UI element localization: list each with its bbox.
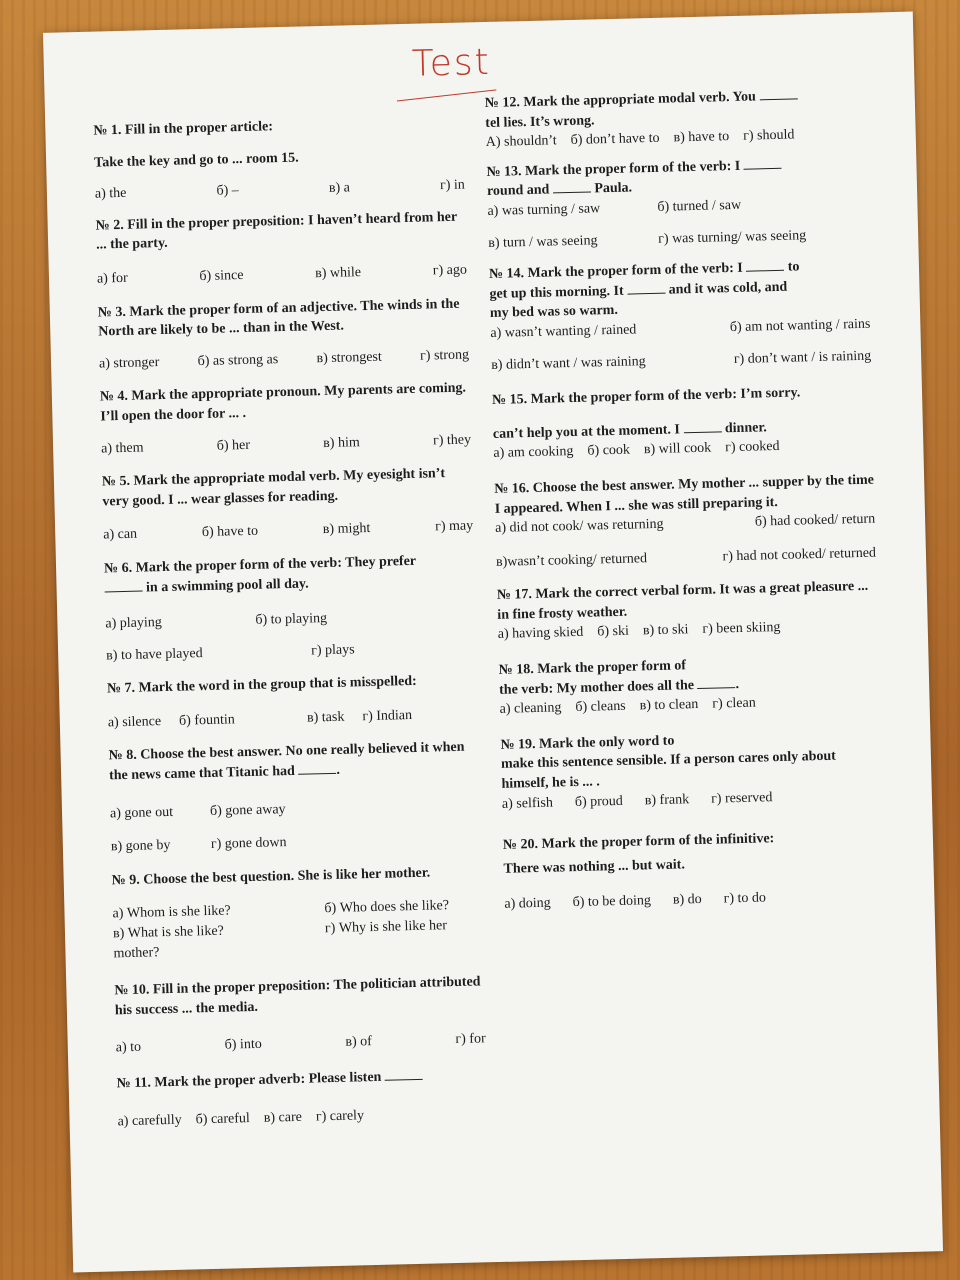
question-14 [489,256,872,375]
question-title-line3: my bed was so warm. [489,303,619,322]
option-d[interactable]: г) gone down [210,835,287,853]
question-18 [498,652,879,720]
question-10 [114,973,486,1059]
answer-blank[interactable] [759,86,797,100]
question-title: № 1. Fill in the proper article: [93,119,274,139]
answer-blank[interactable] [627,280,665,294]
question-title: № 9. Choose the best question. She is like her mother. [111,865,431,889]
question-title-cont: Paula. [594,180,633,197]
question-17 [497,577,878,645]
question-11 [116,1065,487,1131]
question-title-cont: to [787,259,800,275]
question-title-cont: get up this morning. It [489,283,624,302]
question-13 [486,154,868,254]
question-title [108,738,479,786]
option-d[interactable]: г) had not cooked/ returned [722,545,877,565]
option-a[interactable]: а) Whom is she like? [112,903,231,922]
option-d[interactable]: г) for [455,1031,486,1048]
option-b[interactable]: б) her [216,437,251,454]
option-d[interactable]: г) cooked [725,439,780,456]
option-d[interactable]: г) in [439,177,466,194]
option-a[interactable]: А) shouldn’t [485,133,557,151]
question-title-end: . [735,676,740,692]
options-row [97,260,467,289]
option-a[interactable]: а) doing [504,896,551,913]
option-d[interactable]: г) been skiing [702,620,781,638]
option-b[interactable]: б) ski [597,624,630,640]
option-d[interactable]: г) was turning/ was seeing [658,227,807,247]
question-title-line2: There was nothing ... but wait. [503,857,686,877]
question-title: № 20. Mark the proper form of the infinitive: [502,831,775,854]
question-5 [102,464,474,546]
question-title: № 16. Choose the best answer. My mother ... supper by the time I appeared. When I ... she was still preparing it. [494,472,875,517]
option-d[interactable]: г) they [432,432,472,448]
question-title: № 6. Mark the proper form of the verb: They prefer [103,553,417,577]
question-title-line2: make this sentence sensible. If a person cares only about himself, he is ... . [500,749,837,792]
option-c[interactable]: в) strongest [316,349,382,366]
option-a[interactable]: а) silence [107,714,162,731]
question-1 [93,113,465,205]
option-a[interactable]: а) having skied [497,625,584,643]
option-a[interactable]: а) stronger [98,354,160,372]
option-d[interactable]: г) strong [419,347,470,364]
option-c[interactable]: в) frank [644,791,690,808]
option-c[interactable]: в) What is she like? [112,923,224,942]
option-c[interactable]: в) care [263,1109,303,1126]
question-9 [111,862,483,963]
option-d[interactable]: г) plays [310,642,355,659]
option-c[interactable]: в) to have played [106,645,203,664]
options-row [111,829,481,858]
option-b[interactable]: б) Who does she like? [324,898,450,917]
options-row [110,795,480,824]
question-title-text: № 11. Mark the proper adverb: Please listen [116,1069,382,1092]
title-underline [397,89,496,101]
option-d[interactable]: г) clean [712,695,756,712]
option-c[interactable]: в) of [345,1034,373,1051]
question-title: № 10. Fill in the proper preposition: The politician attributed his success ... the media. [114,974,481,1019]
question-title: № 17. Mark the correct verbal form. It was a great pleasure ... in fine frosty weather. [496,579,869,623]
question-6 [104,550,476,665]
option-d[interactable]: г) to do [723,890,767,907]
option-a[interactable]: а) can [103,526,138,543]
question-12 [485,85,866,153]
option-b[interactable]: б) to playing [255,611,328,628]
option-a[interactable]: а) wasn’t wanting / rained [490,322,637,341]
option-d[interactable]: г) don’t want / is raining [733,348,872,367]
option-a[interactable]: а) gone out [109,804,174,822]
question-20 [503,827,885,915]
options-row [108,704,478,733]
question-8 [108,738,481,857]
question-3 [98,294,470,374]
question-title: № 4. Mark the appropriate pronoun. My parents are coming. I’ll open the door for ... . [99,380,467,425]
option-d[interactable]: г) Indian [362,707,413,725]
option-c[interactable]: в) him [323,434,360,451]
left-column [93,113,488,1132]
option-a[interactable]: а) am cooking [493,444,574,462]
option-c[interactable]: в) didn’t want / was raining [491,353,646,373]
option-c[interactable]: в) might [322,521,371,538]
question-title-text: № 14. Mark the proper form of the verb: I [488,260,743,283]
option-d[interactable]: г) Why is she like her [324,918,448,937]
option-c[interactable]: в) task [306,709,345,726]
option-d[interactable]: г) carely [315,1107,365,1125]
answer-blank[interactable] [298,761,336,775]
option-b[interactable]: б) have to [201,524,259,541]
option-c[interactable]: в) а [328,180,351,197]
option-a[interactable]: а) to [115,1040,142,1056]
options-row [117,1103,487,1132]
option-b[interactable]: б) gone away [209,801,286,819]
answer-blank[interactable] [697,675,735,689]
option-b[interactable]: б) fountin [178,712,235,729]
option-a[interactable]: а) playing [105,615,162,632]
question-title: № 2. Fill in the proper preposition: I haven’t heard from her ... the party. [95,209,458,253]
question-15 [492,382,874,464]
options-row [496,543,876,572]
option-c[interactable]: в) turn / was seeing [488,232,598,251]
option-a[interactable]: а) selfish [501,795,554,812]
option-c[interactable]: в) while [314,265,362,282]
question-title-text: № 8. Choose the best answer. No one really believed it when the news came that Titanic had [108,740,465,784]
question-title: № 7. Mark the word in the group that is misspelled: [106,674,417,697]
option-b[interactable]: б) careful [195,1110,251,1127]
question-2 [95,207,467,289]
option-c[interactable]: в) to clean [639,697,699,714]
option-c[interactable]: в) do [672,892,702,909]
question-16 [494,471,876,573]
question-text: Take the key and go to ... room 15. [93,150,299,171]
option-c[interactable]: в)wasn’t cooking/ returned [495,550,648,570]
answer-blank[interactable] [744,156,782,170]
question-title-text: № 13. Mark the proper form of the verb: I [486,158,741,180]
option-c[interactable]: в) to ski [642,622,689,639]
answer-blank[interactable] [385,1067,423,1081]
options-row [95,176,465,205]
question-title-cont: the verb: My mother does all the [498,677,695,698]
options-row [488,224,868,253]
question-text-start: can’t help you at the moment. I [492,422,681,442]
question-7 [107,671,478,733]
option-c[interactable]: в) gone by [110,838,171,855]
option-d[interactable]: г) should [742,127,795,144]
options-row [116,1030,486,1059]
options-row [504,886,884,915]
question-4 [100,379,472,459]
options-row [106,637,476,666]
question-title: № 19. Mark the only word to [500,733,675,753]
option-tail: mother? [113,944,160,961]
answer-blank[interactable] [104,578,142,592]
option-a[interactable]: а) the [94,186,127,202]
question-title: № 3. Mark the proper form of an adjective. The winds in the North are likely to be ... than in the West. [97,296,460,340]
option-b[interactable]: б) cleans [575,699,626,716]
options-row [103,517,473,546]
option-b[interactable]: б) as strong as [197,351,279,369]
option-a[interactable]: а) did not cook/ was returning [495,516,664,537]
options-row [491,346,871,375]
option-d[interactable]: г) may [434,518,474,535]
question-19 [500,726,882,814]
option-b[interactable]: б) cook [587,442,631,459]
option-a[interactable]: а) was turning / saw [487,201,601,219]
question-title-line2: tel lies. It’s wrong. [485,112,595,131]
option-a[interactable]: а) for [96,270,128,287]
right-column [485,85,885,915]
answer-blank[interactable] [683,419,721,433]
question-title-text: № 12. Mark the appropriate modal verb. You [484,89,757,112]
question-title: № 18. Mark the proper form of [498,658,687,678]
option-d[interactable]: г) reserved [710,789,773,807]
option-b[interactable]: б) to be doing [572,893,652,911]
question-title-cont: round and [486,182,550,200]
options-row [105,606,475,635]
answer-blank[interactable] [746,258,784,272]
option-c[interactable]: в) have to [673,129,730,146]
question-title-end: . [336,762,341,778]
option-c[interactable]: в) will cook [643,440,712,458]
option-b[interactable]: б) since [199,267,244,285]
option-a[interactable]: а) carefully [117,1112,182,1129]
option-b[interactable]: б) proud [574,793,623,810]
question-text-end: dinner. [724,419,767,436]
option-b[interactable]: б) had cooked/ return [754,511,876,530]
answer-blank[interactable] [553,180,591,194]
option-b[interactable]: б) – [216,183,240,199]
option-d[interactable]: г) ago [432,262,468,279]
page-title: Test [411,41,492,85]
option-a[interactable]: а) cleaning [499,700,562,718]
question-title-cont: and it was cold, and [668,279,788,298]
question-title: № 5. Mark the appropriate modal verb. My eyesight isn’t very good. I ... wear glasses for reading. [101,466,446,510]
option-b[interactable]: б) turned / saw [657,197,742,215]
question-title-cont: in a swimming pool all day. [145,575,309,595]
test-sheet [43,12,943,1273]
option-b[interactable]: б) am not wanting / rains [729,316,871,336]
question-title: № 15. Mark the proper form of the verb: I’m sorry. [491,385,801,409]
question-title [116,1065,486,1094]
options-row [99,345,469,374]
options-row [101,430,471,459]
option-b[interactable]: б) don’t have to [570,130,660,149]
option-b[interactable]: б) into [224,1037,262,1054]
option-a[interactable]: а) them [100,440,144,457]
